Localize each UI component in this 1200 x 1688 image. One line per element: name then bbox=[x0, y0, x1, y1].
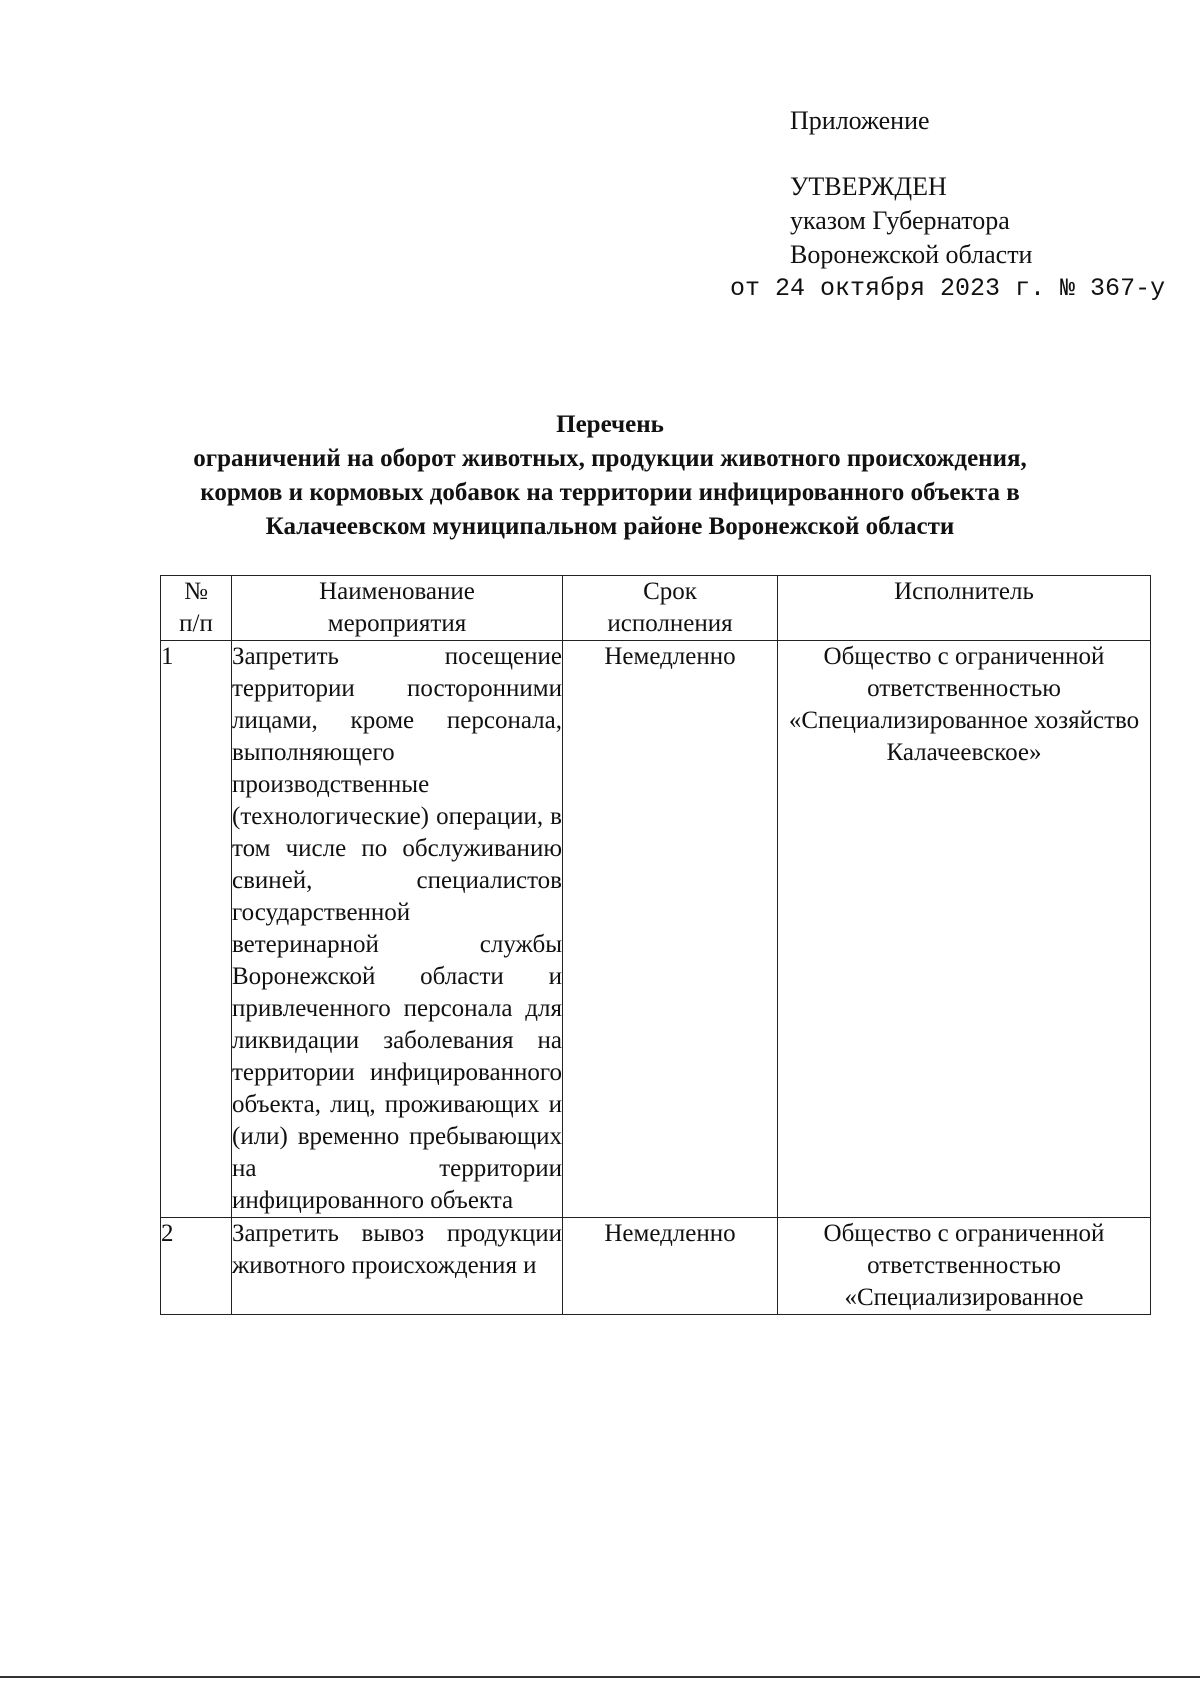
header-name-line: мероприятия bbox=[327, 610, 467, 637]
title-line: кормов и кормовых добавок на территории инфицированного объекта в bbox=[200, 479, 1020, 506]
document-title bbox=[150, 408, 1070, 544]
header-name-line: Наименование bbox=[319, 578, 475, 605]
approved-line: УТВЕРЖДЕН bbox=[790, 172, 947, 201]
row-executor: Общество с ограниченной ответственностью «Специализированное bbox=[778, 1218, 1151, 1315]
header-term bbox=[563, 576, 778, 641]
header-name bbox=[232, 576, 563, 641]
row-term: Немедленно bbox=[563, 641, 778, 1218]
appendix-label: Приложение bbox=[790, 106, 930, 135]
table-header-row bbox=[161, 576, 1151, 641]
row-measure: Запретить вывоз продукции животного происхождения и bbox=[232, 1218, 563, 1315]
title-line: Перечень bbox=[556, 411, 664, 438]
row-executor: Общество с ограниченной ответственностью «Специализированное хозяйство Калачеевское» bbox=[778, 641, 1151, 1218]
title-line: Калачеевском муниципальном районе Воронежской области bbox=[265, 513, 955, 540]
approved-line: Воронежской области bbox=[790, 240, 1033, 269]
row-measure: Запретить посещение территории посторонними лицами, кроме персонала, выполняющего производственные (технологические) операции, в том числе по обслуживанию свиней, специалистов государственной ветеринарной службы Воронежской области и привлеченного персонала для ликвидации заболевания на территории инфицированного объекта, лиц, проживающих и (или) временно пребывающих на территории инфицированного объекта bbox=[232, 641, 563, 1218]
page-bottom-edge bbox=[0, 1676, 1200, 1678]
approval-block bbox=[790, 170, 1032, 272]
header-term-line: Срок bbox=[643, 578, 697, 605]
table-row bbox=[161, 1218, 1151, 1315]
header-number bbox=[161, 576, 232, 641]
header-executor: Исполнитель bbox=[778, 576, 1151, 641]
approved-line: указом Губернатора bbox=[790, 206, 1010, 235]
header-number-line: № bbox=[184, 578, 208, 605]
row-term: Немедленно bbox=[563, 1218, 778, 1315]
decree-date: от 24 октября 2023 г. № 367-у bbox=[730, 274, 1166, 303]
measures-table bbox=[160, 575, 1151, 1315]
header-number-line: п/п bbox=[179, 610, 213, 637]
row-number: 1 bbox=[161, 641, 232, 1218]
title-line: ограничений на оборот животных, продукции животного происхождения, bbox=[193, 445, 1027, 472]
header-term-line: исполнения bbox=[607, 610, 733, 637]
row-number: 2 bbox=[161, 1218, 232, 1315]
table-row bbox=[161, 641, 1151, 1218]
